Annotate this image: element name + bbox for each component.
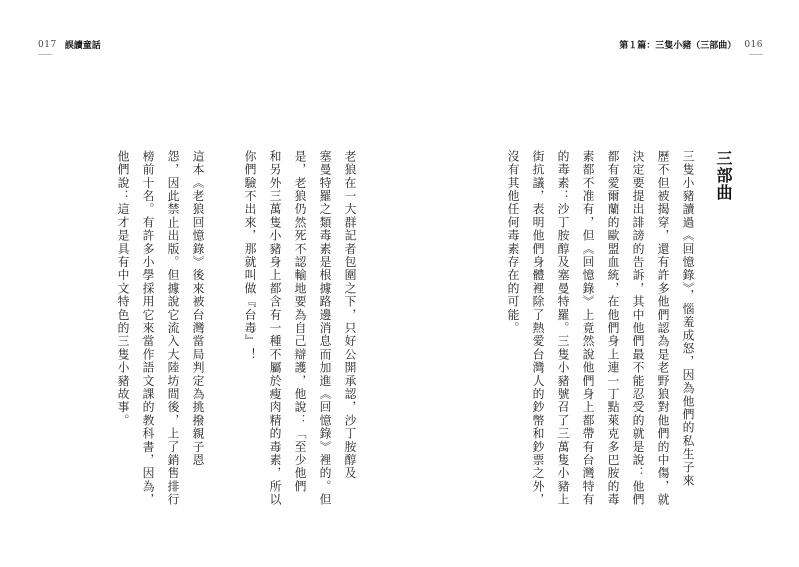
body-column: 你們驗不出來，那就叫做『台毒』！	[243, 150, 257, 362]
right-page-number: 016	[744, 39, 763, 50]
left-page-header	[38, 38, 101, 51]
body-column: 塞曼特羅之類毒素是根據路邊消息而加進《回憶錄》裡的。但	[318, 150, 332, 507]
body-column: 歷不但被揭穿，還有許多他們認為是老野狼對他們的中傷，就	[656, 150, 670, 507]
body-column: 素都不准有，但《回憶錄》上竟然說他們身上都帶有台灣特有	[581, 150, 595, 507]
body-column: 都有愛爾蘭的歐盟血統，在他們身上連一丁點萊克多巴胺的毒	[606, 150, 620, 507]
right-page	[400, 0, 799, 567]
body-column: 街抗議，表明他們身體裡除了熱愛台灣人的鈔幣和鈔票之外，	[531, 150, 545, 507]
left-page-number: 017	[38, 39, 57, 50]
body-column: 和另外三萬隻小豬身上都含有一種不屬於瘦肉精的毒素，所以	[268, 150, 282, 507]
body-column: 這本《老狼回憶錄》後來被台灣當局判定為挑撥親子恩	[191, 150, 205, 467]
body-column: 是，老狼仍然死不認輸地要為自己辯護，他說：「至少他們	[293, 150, 307, 494]
body-column: 決定要提出誹謗的告訴，其中他們最不能忍受的就是說：他們	[631, 150, 645, 507]
body-column: 三隻小豬讀過《回憶錄》，惱羞成怒，因為他們的私生子來	[681, 150, 695, 488]
right-page-body	[493, 150, 735, 506]
right-page-header	[619, 38, 763, 51]
body-column: 的毒素：沙丁胺醇及塞曼特羅。三隻小豬號召了三萬隻小豬上	[556, 150, 570, 507]
body-column: 老狼在一大群記者包圍之下，只好公開承認，沙丁胺醇及	[343, 150, 357, 480]
right-header-rule	[749, 54, 763, 55]
left-page-running-title: 誤讀童話	[64, 41, 101, 51]
body-column: 他們說：這才是具有中文特色的三隻小豬故事。	[116, 150, 130, 428]
left-page	[0, 0, 399, 567]
right-page-running-title: 第１篇：三隻小豬（三部曲）	[619, 41, 737, 51]
body-column: 榜前十名。有許多小學採用它來當作語文課的教科書，因為，	[141, 150, 155, 507]
section-heading: 三部曲	[714, 150, 733, 201]
left-page-body	[103, 150, 355, 506]
left-header-rule	[38, 54, 52, 55]
body-column: 沒有其他任何毒素存在的可能。	[506, 150, 520, 335]
body-column: 怨，因此禁止出版。但據說它流入大陸坊間後，上了銷售排行	[166, 150, 180, 507]
